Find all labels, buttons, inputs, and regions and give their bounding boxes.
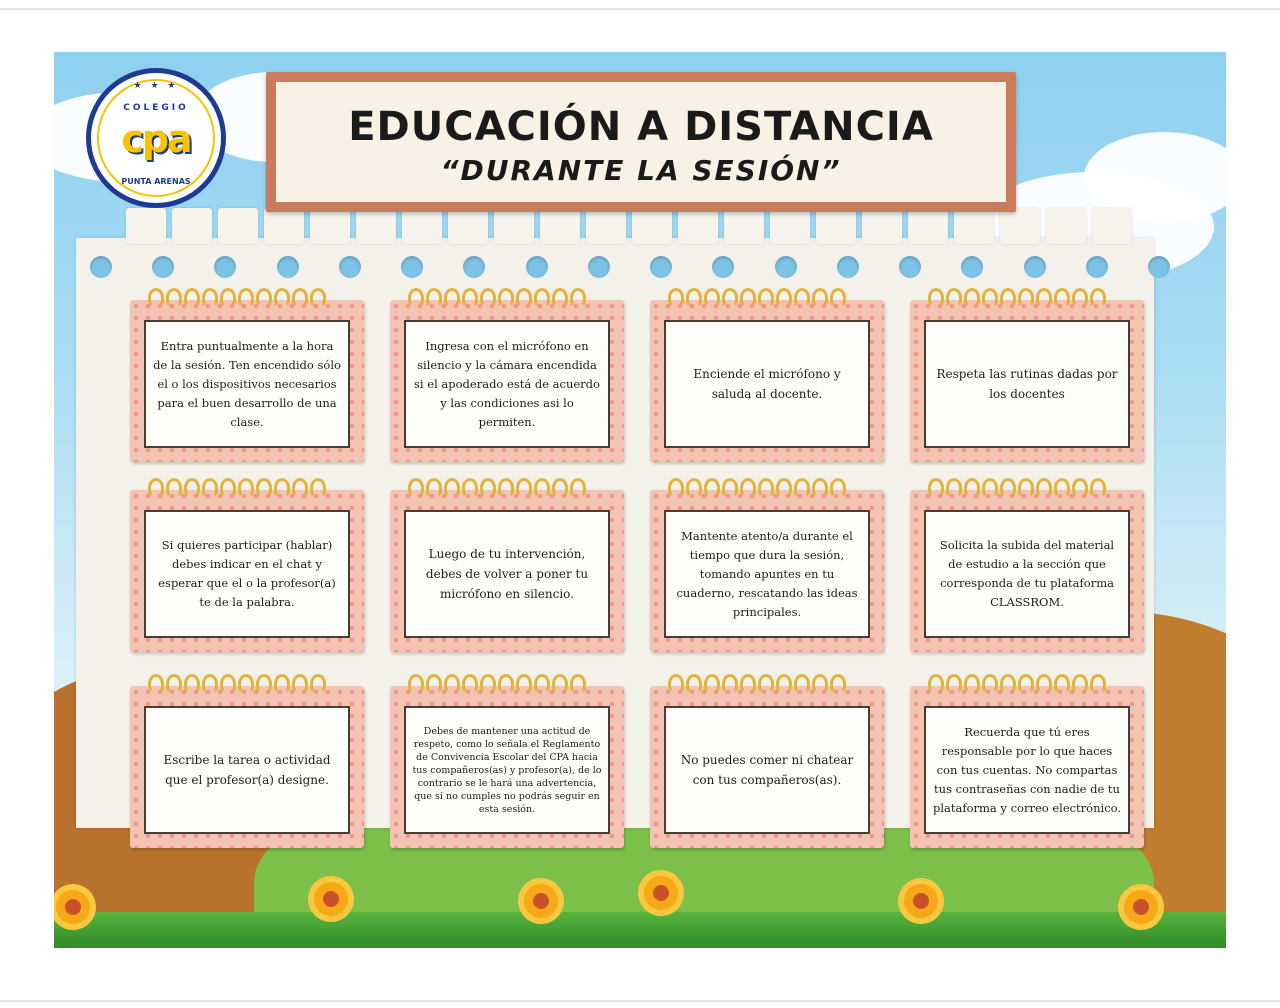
rule-text: Ingresa con el micrófono en silencio y la cámara encendida si el apoderado está de acuerdo y las condiciones asi lo permiten.	[414, 338, 600, 429]
spiral-binding	[928, 288, 1108, 308]
rule-card	[390, 290, 624, 462]
spiral-binding	[928, 674, 1108, 694]
rule-text: Mantente atento/a durante el tiempo que dura la sesión, tomando apuntes en tu cuaderno, rescatando las ideas principales.	[676, 528, 858, 619]
spiral-binding	[928, 478, 1108, 498]
rule-card	[910, 676, 1144, 848]
sunflower	[1124, 890, 1158, 924]
rule-card	[390, 676, 624, 848]
sunflower	[644, 876, 678, 910]
rule-card	[910, 480, 1144, 652]
spiral-binding	[148, 288, 328, 308]
spiral-binding	[408, 674, 588, 694]
page-title: EDUCACIÓN A DISTANCIA	[348, 104, 934, 150]
bottom-divider	[0, 1000, 1280, 1002]
logo-bottom-text: PUNTA ARENAS	[121, 177, 191, 186]
spiral-binding	[148, 674, 328, 694]
rule-text: Escribe la tarea o actividad que el profesor(a) designe.	[163, 753, 331, 787]
spiral-binding	[408, 478, 588, 498]
rule-text: Si quieres participar (hablar) debes indicar en el chat y esperar que el o la profesor(a) te de la palabra.	[158, 538, 336, 609]
logo-top-text: COLEGIO	[123, 103, 189, 113]
logo-stars: ★ ★ ★	[133, 81, 179, 91]
rule-card	[130, 290, 364, 462]
spiral-binding	[668, 674, 848, 694]
school-logo	[86, 68, 226, 208]
spiral-binding	[148, 478, 328, 498]
rule-text: No puedes comer ni chatear con tus compañeros(as).	[680, 753, 854, 787]
logo-initials: cpa	[121, 117, 191, 161]
rule-text: Solicita la subida del material de estudio a la sección que corresponda de tu plataforma CLASSROM.	[939, 538, 1115, 609]
rule-text: Luego de tu intervención, debes de volver a poner tu micrófono en silencio.	[425, 547, 589, 601]
rule-text: Enciende el micrófono y saluda al docente.	[693, 367, 841, 401]
title-board	[266, 72, 1016, 212]
top-divider	[0, 8, 1280, 10]
sunflower	[524, 884, 558, 918]
rule-card	[910, 290, 1144, 462]
rule-card	[390, 480, 624, 652]
sunflower	[314, 882, 348, 916]
rule-card	[130, 480, 364, 652]
spiral-binding	[668, 478, 848, 498]
rule-text: Respeta las rutinas dadas por los docentes	[936, 367, 1118, 401]
title-panel	[276, 82, 1006, 202]
spiral-binding	[408, 288, 588, 308]
sunflower	[904, 884, 938, 918]
paper-tabs	[126, 208, 1186, 248]
sunflower	[56, 890, 90, 924]
rule-card	[650, 290, 884, 462]
rule-text: Debes de mantener una actitud de respeto, como lo señala el Reglamento de Convivencia Escolar del CPA hacia tus compañeros(as) y profesor(a), de lo contrario se le hará una advertencia, que si no cumples no podrás seguir en esta sesión.	[412, 725, 602, 815]
paper-holes	[90, 256, 1170, 278]
rule-text: Recuerda que tú eres responsable por lo que haces con tus cuentas. No compartas tus contraseñas con nadie de tu plataforma y correo electrónico.	[932, 724, 1122, 815]
rule-text: Entra puntualmente a la hora de la sesión. Ten encendido sólo el o los dispositivos necesarios para el buen desarrollo de una clase.	[153, 338, 341, 429]
rule-card	[130, 676, 364, 848]
rule-card	[650, 480, 884, 652]
flower-border	[54, 872, 1226, 948]
page-subtitle: “DURANTE LA SESIÓN”	[440, 154, 842, 187]
rule-card	[650, 676, 884, 848]
grass	[54, 912, 1226, 948]
spiral-binding	[668, 288, 848, 308]
